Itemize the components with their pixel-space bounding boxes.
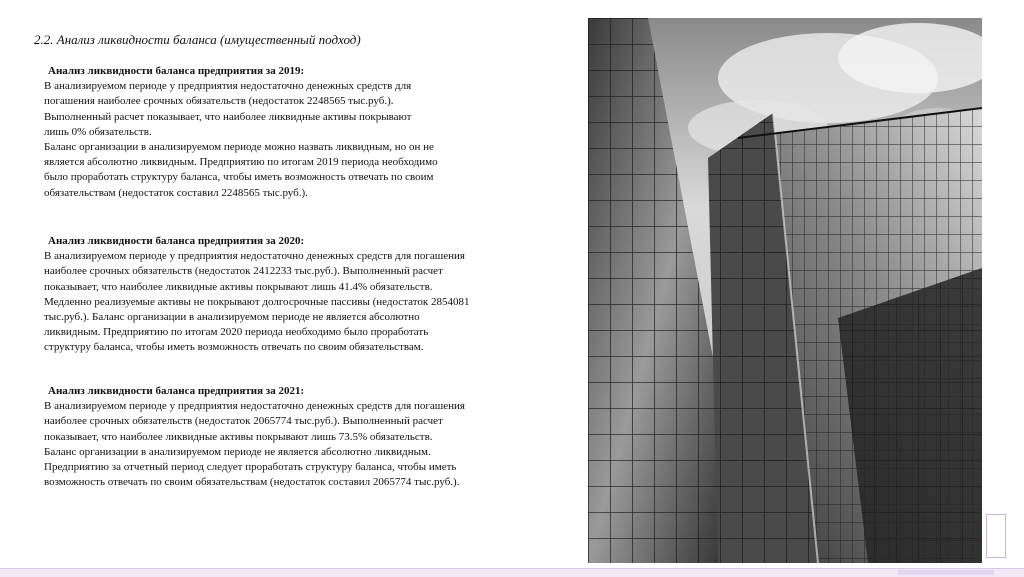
section-2021 (44, 384, 544, 490)
section-2020 (44, 234, 544, 356)
thumbnail-frame (986, 514, 1006, 558)
slide-title: 2.2. Анализ ликвидности баланса (имущественный подход) (34, 32, 361, 47)
skyscraper-photo (588, 18, 982, 563)
section-heading: Анализ ликвидности баланса предприятия за 2021: (48, 385, 305, 397)
section-heading: Анализ ликвидности баланса предприятия за 2019: (48, 65, 305, 77)
section-body: В анализируемом периоде у предприятия недостаточно денежных средств для погашения наиболее срочных обязательств (недостаток 2412233 тыс.руб.). Выполненный расчет показывает, что наиболее ликвидные активы покрывают лишь 41.4% обязательств. Медленно реализуемые активы не покрывают долгосрочные пассивы (недостаток 2854081 тыс.руб.). Баланс организации в анализируемом периоде не является абсолютно ликвидным. Предприятию по итогам 2020 периода необходимо было проработать структуру баланса, чтобы иметь возможность отвечать по своим обязательствам. (44, 250, 470, 354)
section-body: В анализируемом периоде у предприятия недостаточно денежных средств для погашения наиболее срочных обязательств (недостаток 2065774 тыс.руб.). Выполненный расчет показывает, что наиболее ликвидные активы покрывают лишь 73.5% обязательств. Баланс организации в анализируемом периоде не является абсолютно ликвидным. Предприятию за отчетный период следует проработать структуру баланса, чтобы иметь возможность отвечать по своим обязательствам (недостаток составил 2065774 тыс.руб.). (44, 400, 465, 489)
scrollbar-thumb[interactable] (898, 570, 994, 575)
section-2019 (44, 64, 544, 201)
section-body: В анализируемом периоде у предприятия недостаточно денежных средств для погашения наиболее срочных обязательств (недостаток 2248565 тыс.руб.). Выполненный расчет показывает, что наиболее ликвидные активы покрывают лишь 0% обязательств. Баланс организации в анализируемом периоде можно назвать ликвидным, но он не является абсолютно ликвидным. Предприятию по итогам 2019 периода необходимо было проработать структуру баланса, чтобы иметь возможность отвечать по своим обязательствам (недостаток составил 2248565 тыс.руб.). (44, 80, 438, 199)
section-heading: Анализ ликвидности баланса предприятия за 2020: (48, 235, 305, 247)
